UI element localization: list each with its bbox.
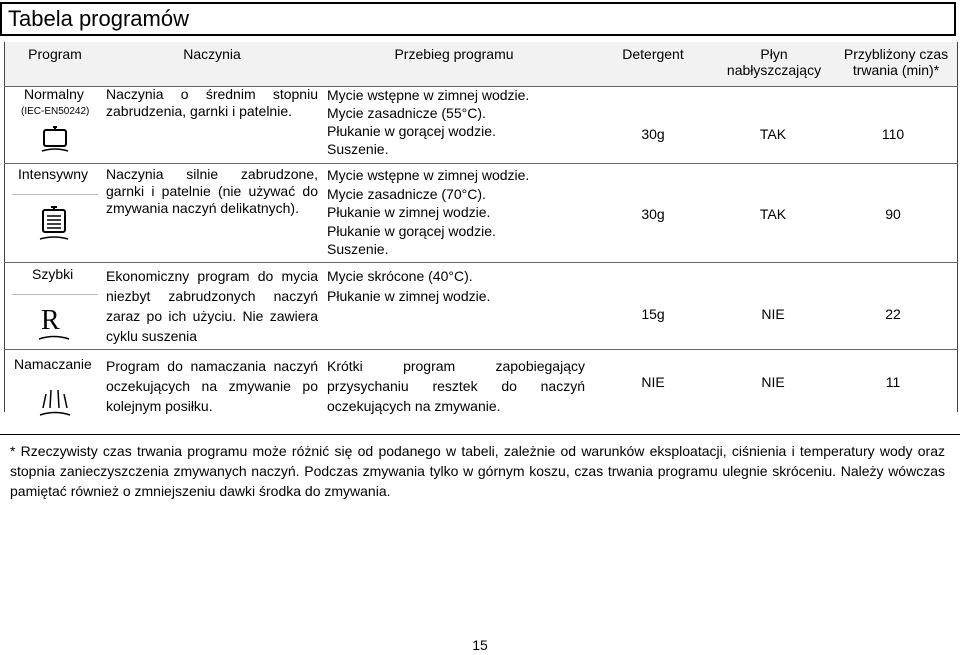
row-plyn: NIE [761,374,785,390]
footnote: * Rzeczywisty czas trwania programu może różnić się od podanego w tabeli, zależnie od warunków eksploatacji, ciśnienia i temperatury wody oraz stopnia zanieczyszczenia zmywanych naczyń. Podczas zmywania tylko w górnym koszu, czas trwania programu ulegnie skróceniu. Należy wówczas pamiętać również o zmniejszeniu dawki środka do zmywania. [10,443,945,499]
row-czas: 90 [885,206,901,222]
row-detergent: 15g [641,306,665,322]
header-plyn-line2: nabłyszczający [726,62,822,78]
header-czas-line1: Przybliżony czas [843,46,949,62]
row-program-sub: (IEC-EN50242) [21,106,90,117]
header-czas-line2: trwania (min)* [852,62,940,78]
header-plyn [718,46,830,78]
heavy-pot-icon [38,204,70,244]
row-plyn: NIE [761,306,785,322]
footnote-separator [0,434,960,435]
przebieg-step: Mycie zasadnicze (55°C). [327,105,486,121]
row-program-name: Szybki [32,266,74,282]
row-przebieg [327,86,585,158]
rapid-r-base [38,332,70,342]
przebieg-step: Płukanie w zimnej wodzie. [327,204,491,220]
header-program: Program [28,46,82,62]
pot-icon [40,124,70,154]
row-detergent: 30g [641,126,665,142]
przebieg-step: Płukanie w zimnej wodzie. [327,288,491,304]
soak-icon [38,386,72,420]
row-przebieg [327,266,585,306]
header-przebieg: Przebieg programu [394,46,514,62]
row-przebieg: Krótki program zapobiegający przysychaniu resztek do naczyń oczekujących na zmywanie. [327,358,585,414]
rapid-r-icon [38,306,70,342]
row-czas: 22 [885,306,901,322]
row-naczynia: Naczynia o średnim stopniu zabrudzenia, garnki i patelnie. [106,86,318,119]
page-title: Tabela programów [0,2,956,36]
rapid-r-letter: R [41,305,60,336]
header-czas [836,46,956,78]
page-number: 15 [472,637,488,653]
row-divider [4,262,958,263]
divider-dash [12,194,98,195]
divider-dash [12,294,98,295]
row-naczynia: Ekonomiczny program do mycia niezbyt zabrudzonych naczyń zaraz po ich użyciu. Nie zawiera cyklu suszenia [106,268,318,344]
row-czas: 110 [881,126,905,142]
row-program-name: Intensywny [18,166,89,182]
przebieg-step: Mycie zasadnicze (70°C). [327,185,486,202]
przebieg-step: Mycie skrócone (40°C). [327,268,473,284]
przebieg-step: Płukanie w gorącej wodzie. [327,222,496,239]
header-naczynia: Naczynia [183,46,241,62]
przebieg-step: Mycie wstępne w zimnej wodzie. [327,87,530,103]
row-divider [4,349,958,350]
przebieg-step: Płukanie w gorącej wodzie. [327,123,496,139]
row-naczynia: Naczynia silnie zabrudzone, garnki i patelnie (nie używać do zmywania naczyń delikatnych). [106,166,318,216]
row-czas: 11 [885,374,901,390]
row-program-name: Namaczanie [14,356,92,372]
przebieg-step: Suszenie. [327,141,389,157]
row-naczynia: Program do namaczania naczyń oczekujących na zmywanie po kolejnym posiłku. [106,358,318,414]
przebieg-step: Mycie wstępne w zimnej wodzie. [327,167,530,183]
header-plyn-line1: Płyn [760,46,788,62]
header-detergent: Detergent [622,46,684,62]
row-detergent: NIE [641,374,665,390]
row-przebieg [327,166,585,259]
row-program-name: Normalny [24,86,84,102]
row-divider [4,163,958,164]
przebieg-step: Suszenie. [327,241,389,257]
row-plyn: TAK [759,126,787,142]
row-detergent: 30g [641,206,665,222]
row-plyn: TAK [759,206,787,222]
